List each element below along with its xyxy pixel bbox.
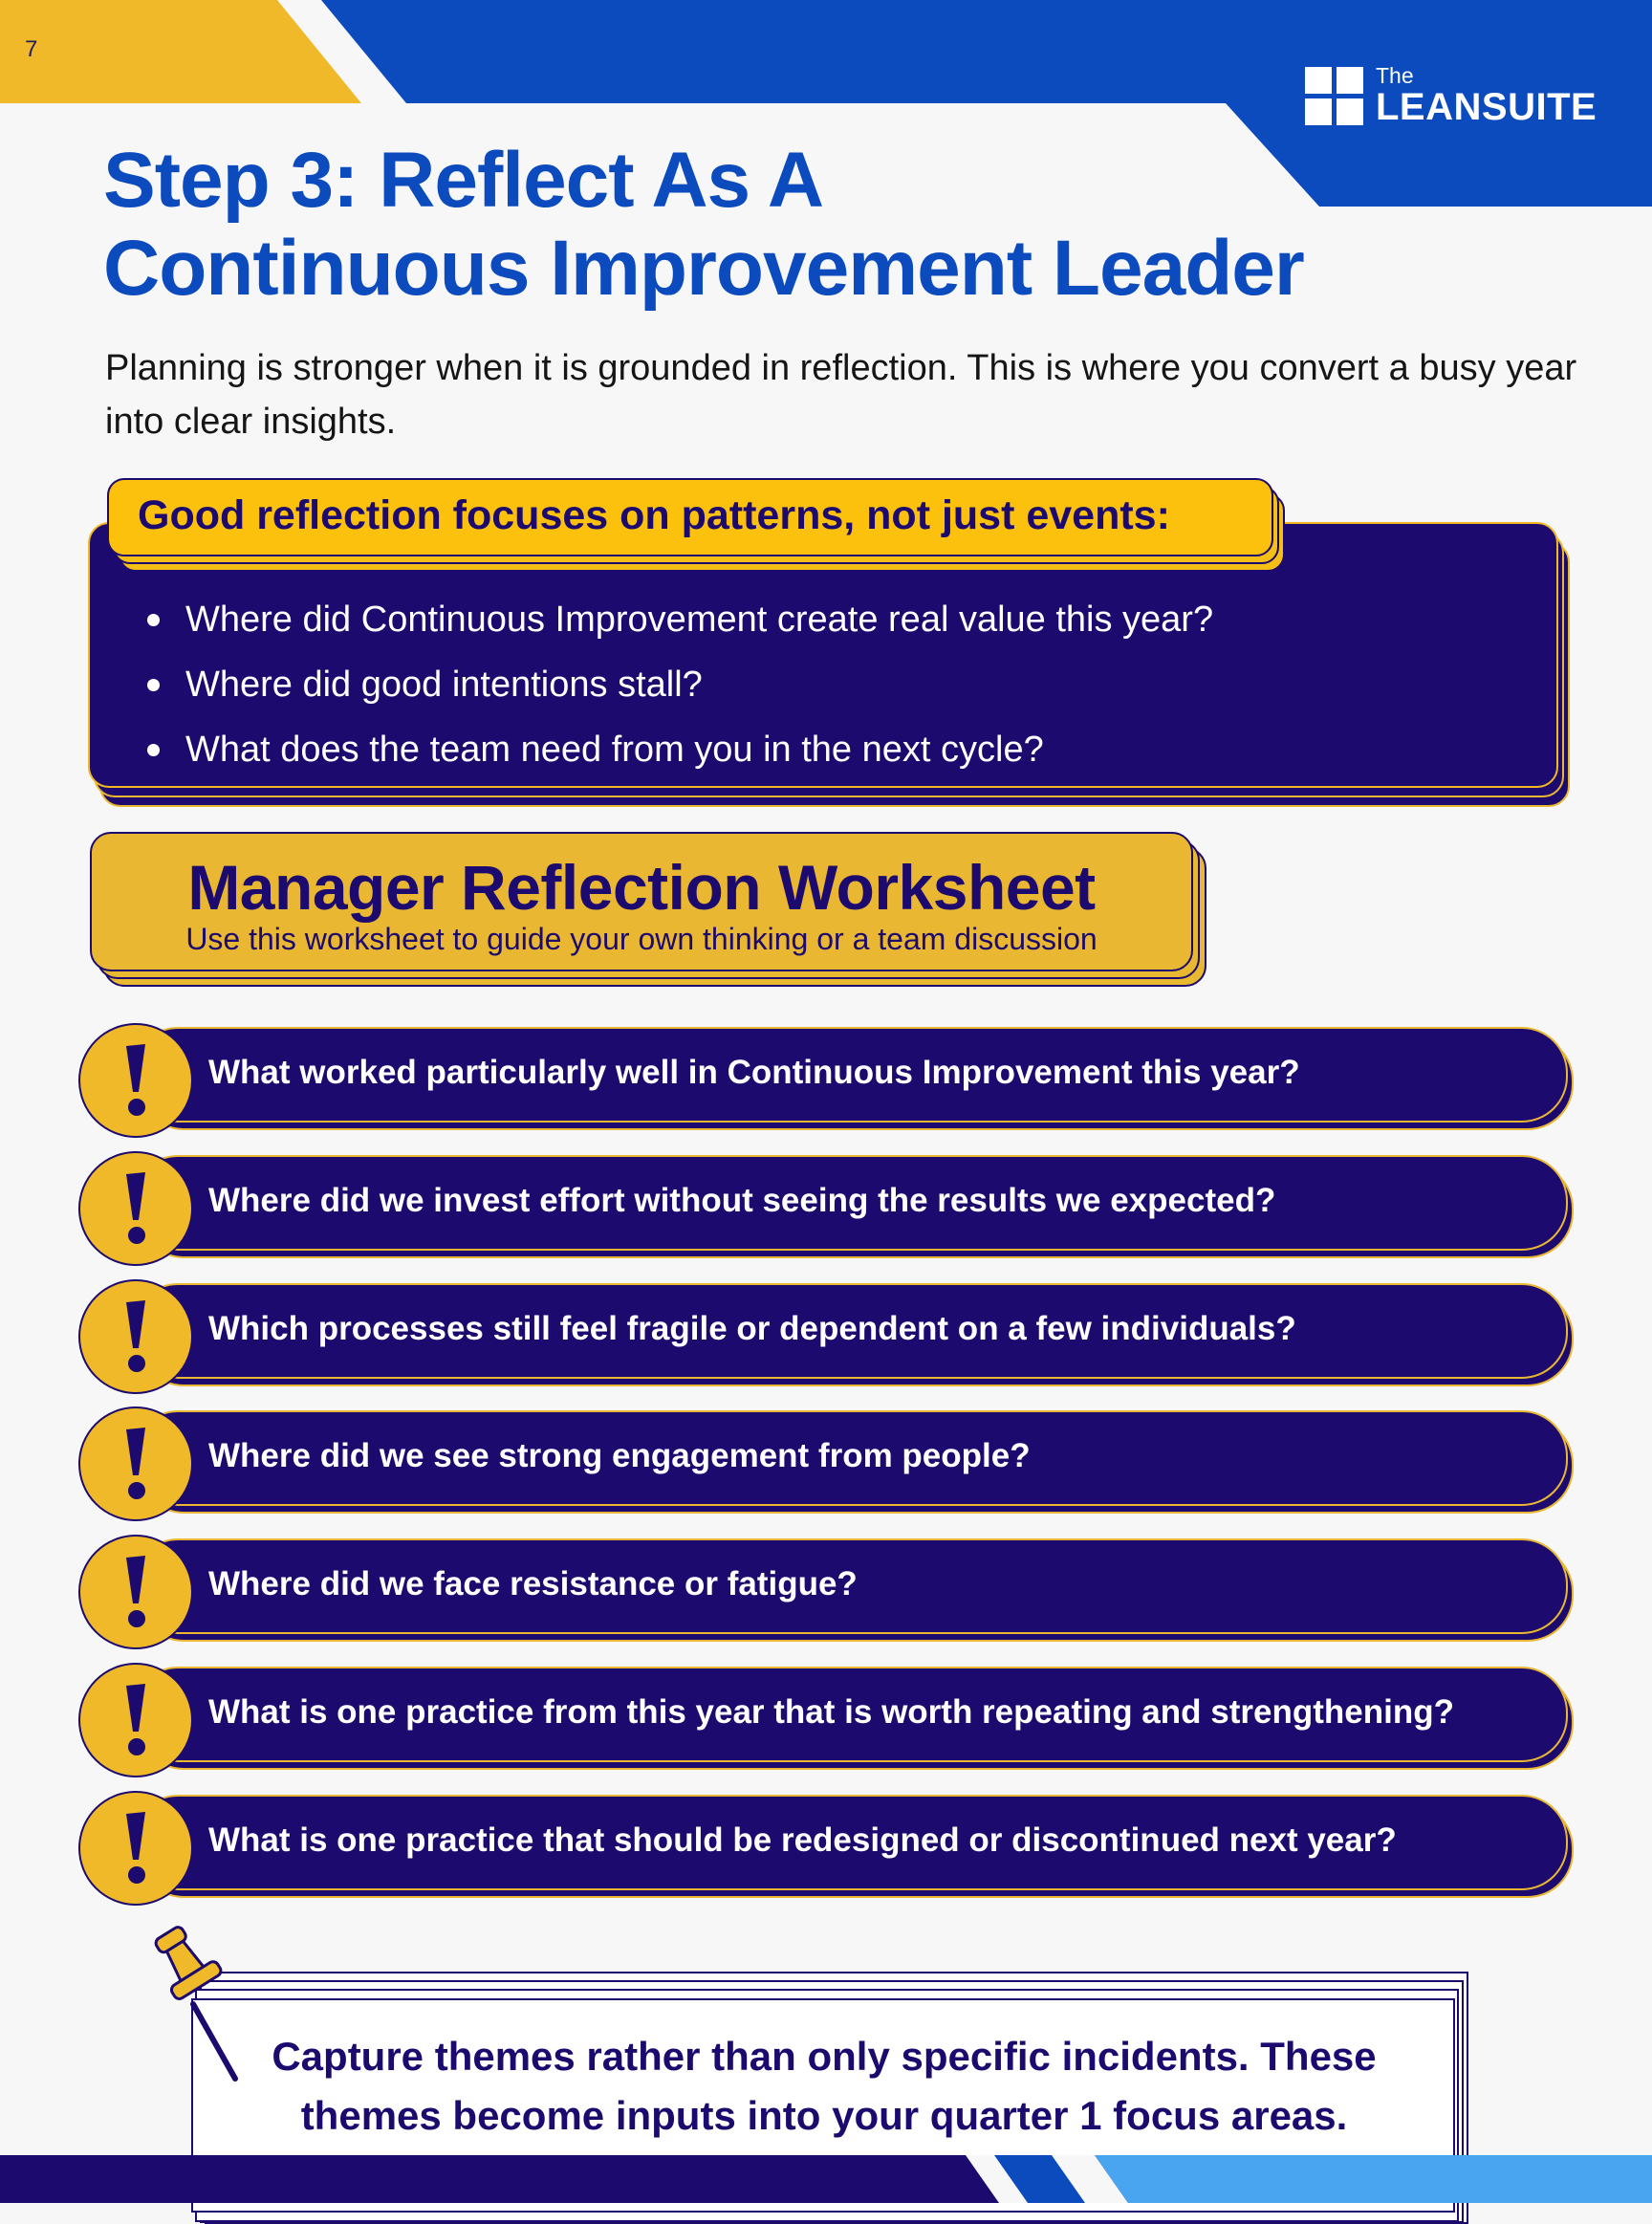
- question-text: Where did we see strong engagement from people?: [208, 1437, 1031, 1474]
- footer-decoration: [0, 2155, 1652, 2203]
- patterns-heading: Good reflection focuses on patterns, not just events:: [138, 492, 1170, 538]
- page-title: [103, 137, 1442, 313]
- logo-the: The: [1376, 63, 1414, 88]
- patterns-heading-tab: [107, 478, 1273, 556]
- logo-wordmark: LEANSUITE: [1376, 86, 1598, 128]
- question-row: [78, 1027, 1576, 1145]
- question-row: [78, 1538, 1576, 1657]
- question-row: [78, 1283, 1576, 1402]
- patterns-list-item: What does the team need from you in the next cycle?: [147, 717, 1213, 782]
- exclamation-icon: [78, 1023, 193, 1138]
- question-row: [78, 1795, 1576, 1913]
- title-line-1: Step 3: Reflect As A: [103, 137, 824, 224]
- question-text: Which processes still feel fragile or dependent on a few individuals?: [208, 1310, 1296, 1347]
- patterns-list-item: Where did good intentions stall?: [147, 652, 1213, 717]
- exclamation-icon: [78, 1535, 193, 1649]
- exclamation-icon: [78, 1279, 193, 1394]
- question-text: What is one practice from this year that is worth repeating and strengthening?: [208, 1693, 1454, 1731]
- question-text: Where did we face resistance or fatigue?: [208, 1565, 858, 1603]
- title-line-2: Continuous Improvement Leader: [103, 225, 1304, 312]
- intro-paragraph: Planning is stronger when it is grounded in reflection. This is where you convert a busy year into clear insights.: [105, 348, 1577, 442]
- question-text: Where did we invest effort without seeing the results we expected?: [208, 1182, 1276, 1219]
- question-row: [78, 1410, 1576, 1529]
- pushpin-icon: [136, 1918, 262, 2090]
- leansuite-logo-grid-icon: [1305, 67, 1364, 126]
- patterns-list-item: Where did Continuous Improvement create real value this year?: [147, 587, 1213, 652]
- exclamation-icon: [78, 1663, 193, 1777]
- question-row: [78, 1155, 1576, 1274]
- patterns-list: [147, 587, 1213, 782]
- page-number: 7: [25, 36, 38, 62]
- worksheet-header: [90, 832, 1193, 971]
- exclamation-icon: [78, 1151, 193, 1266]
- note-text: Capture themes rather than only specific incidents. These themes become inputs into your quarter 1 focus areas.: [272, 2034, 1377, 2138]
- question-text: What worked particularly well in Continuous Improvement this year?: [208, 1054, 1300, 1091]
- question-text: What is one practice that should be redesigned or discontinued next year?: [208, 1821, 1397, 1859]
- exclamation-icon: [78, 1406, 193, 1521]
- leansuite-logo: [1305, 63, 1611, 130]
- worksheet-title: Manager Reflection Worksheet: [187, 852, 1096, 923]
- exclamation-icon: [78, 1791, 193, 1906]
- question-row: [78, 1667, 1576, 1785]
- worksheet-subtitle: Use this worksheet to guide your own thinking or a team discussion: [185, 922, 1098, 956]
